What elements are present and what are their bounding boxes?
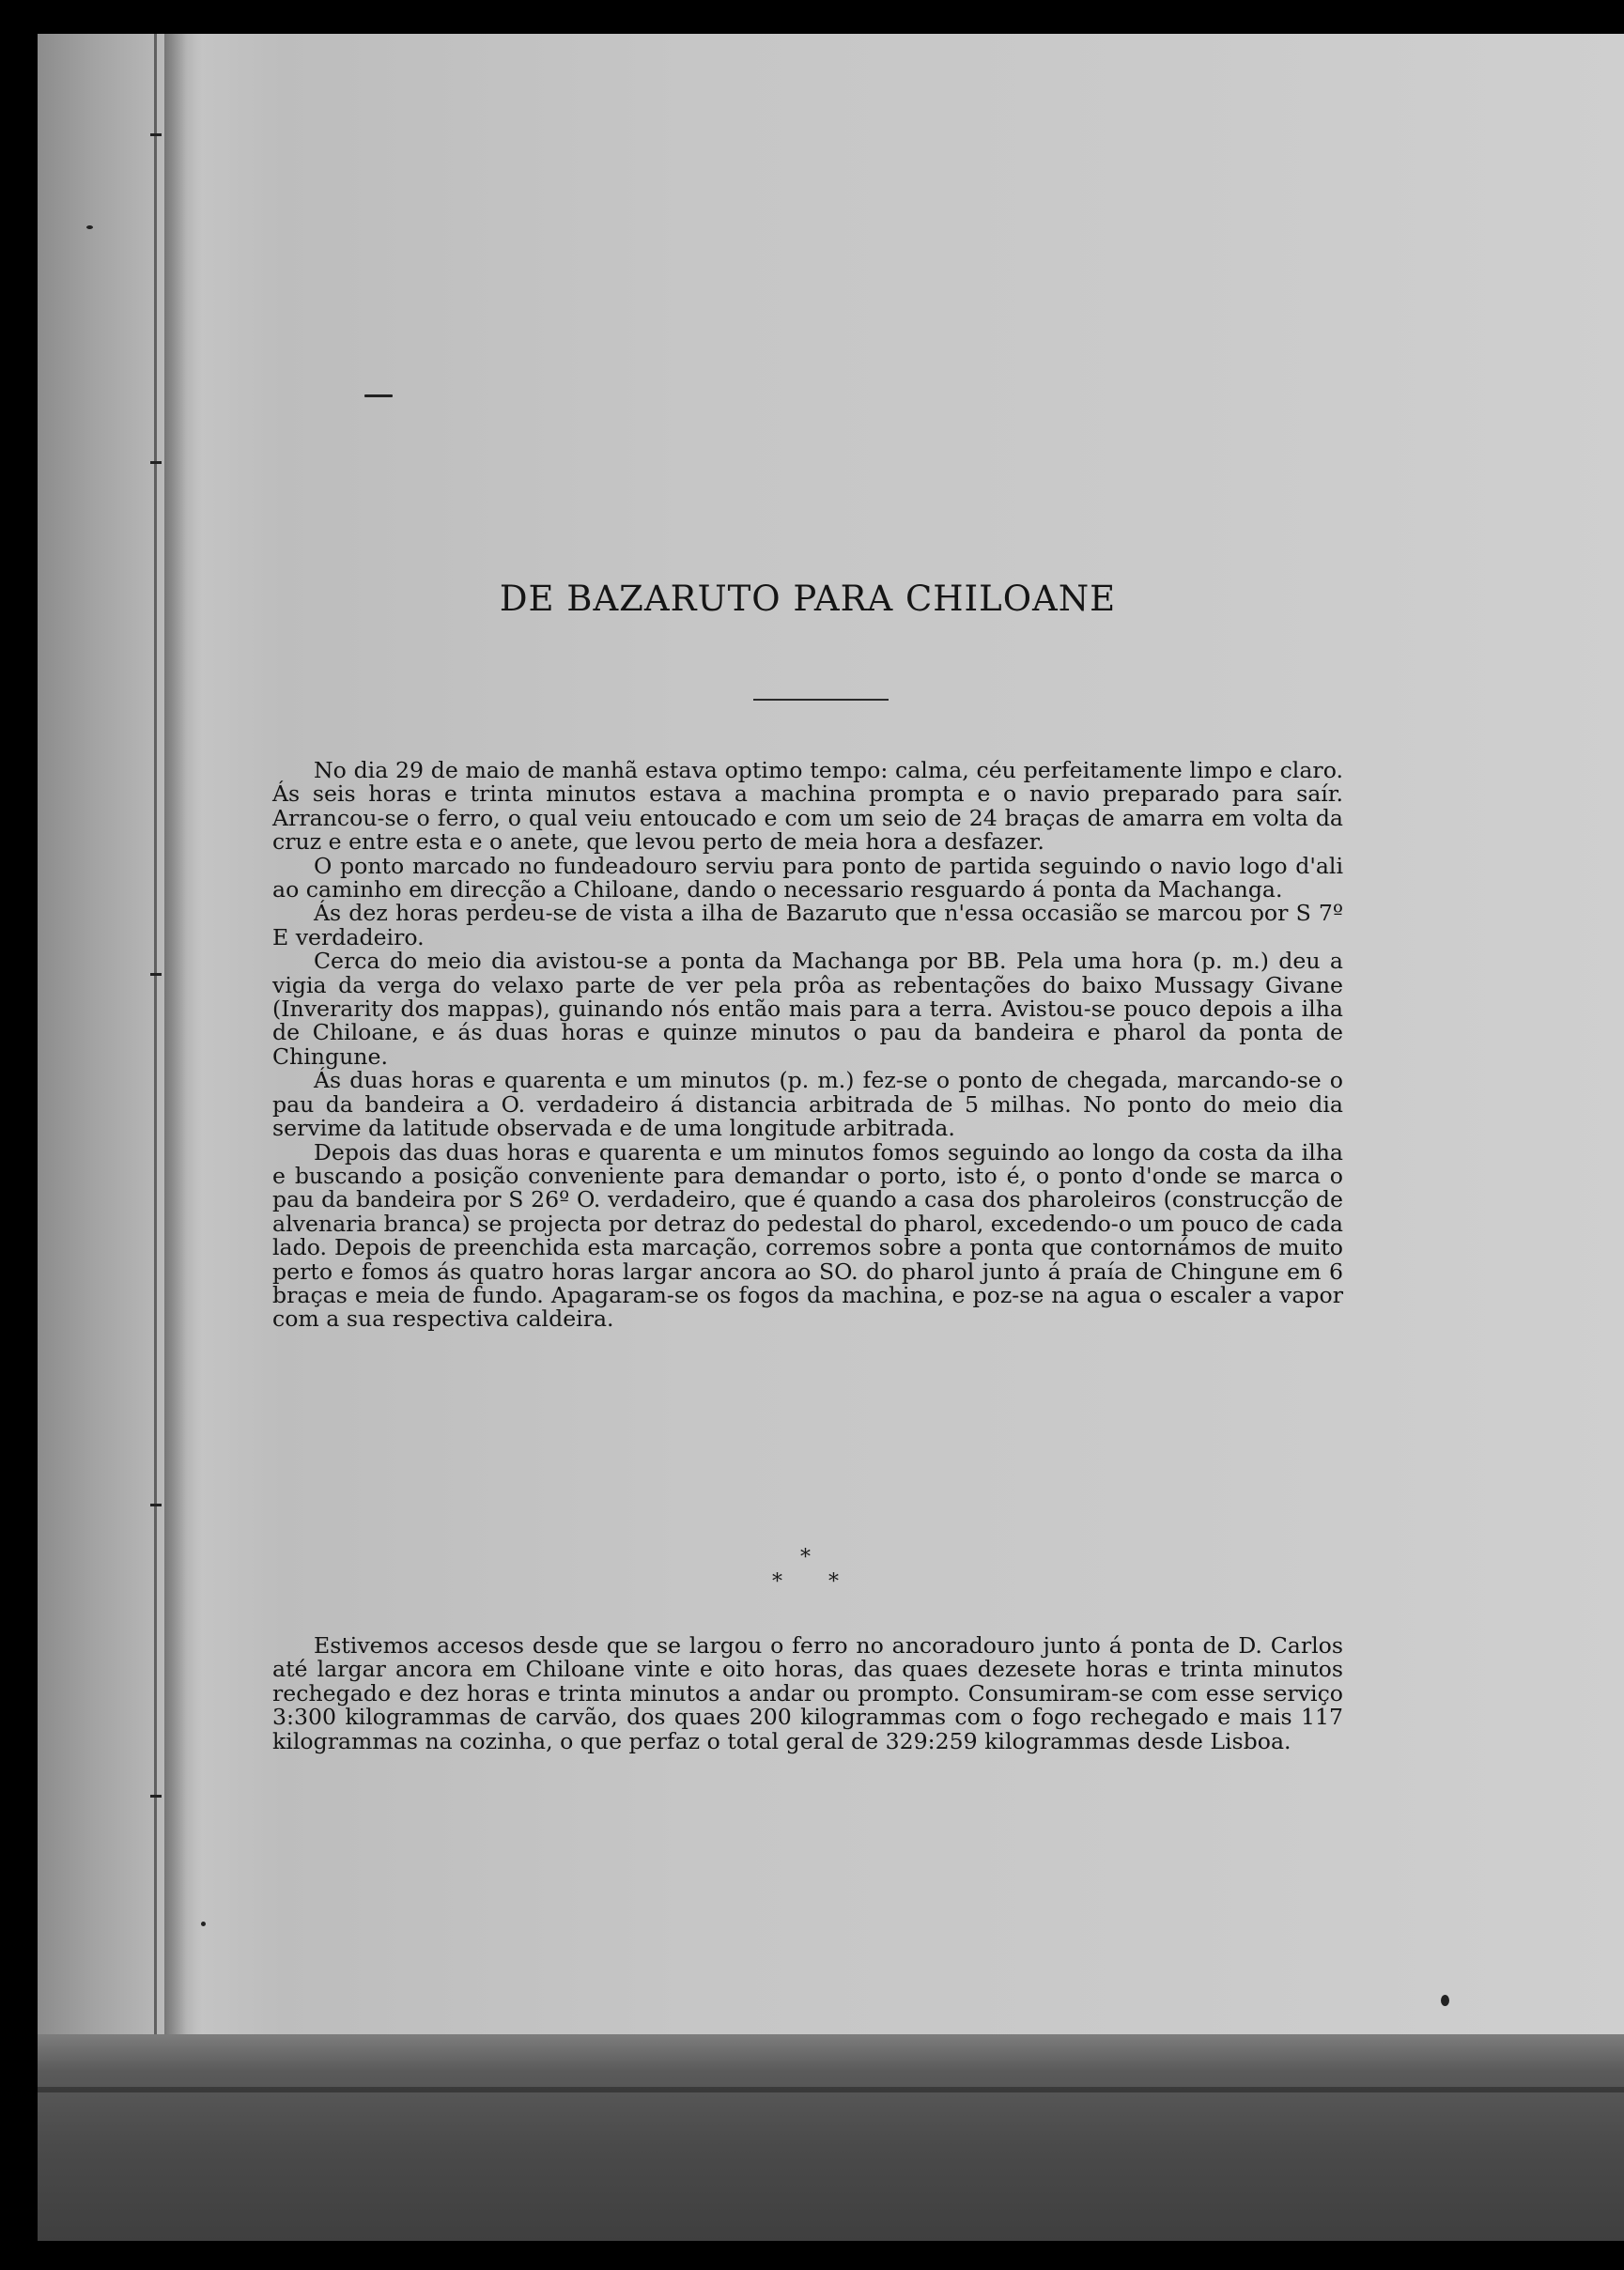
section-asterism: [733, 1546, 883, 1602]
title-divider: [753, 699, 889, 701]
scan-bottom-shadow: [38, 2034, 1624, 2241]
asterisk: *: [772, 1570, 782, 1594]
scan-speck: [86, 225, 93, 229]
paragraph: Cerca do meio dia avistou-se a ponta da Machanga por BB. Pela uma hora (p. m.) deu a vigia da verga do velaxo parte de ver pela prôa as rebentações do baixo Mussagy Givane (Inverarity dos mappas), guinando nós então mais para a terra. Avistou-se pouco depois a ilha de Chiloane, e ás duas horas e quinze minutos o pau da bandeira e pharol da ponta de Chingune.: [272, 948, 1343, 1070]
paragraph: Depois das duas horas e quarenta e um minutos fomos seguindo ao longo da costa da ilha e buscando a posição conveniente para demandar o porto, isto é, o ponto d'onde se marca o pau da bandeira por S 26º O. verdadeiro, que é quando a casa dos pharoleiros (construcção de alvenaria branca) se projecta por detraz do pedestal do pharol, excedendo-o um pouco de cada lado. Depois de preenchida esta marcação, corremos sobre a ponta que contornámos de muito perto e fomos ás quatro horas largar ancora ao SO. do pharol junto á praía de Chingune em 6 braças e meia de fundo. Apagaram-se os fogos da machina, e poz-se na agua o escaler a vapor com a sua respectiva caldeira.: [272, 1138, 1343, 1333]
page-title: DE BAZARUTO PARA CHILOANE: [499, 579, 1117, 619]
binding-stitch-mark: [150, 1795, 162, 1798]
scan-speck: [201, 1922, 206, 1926]
scan-speck: [364, 394, 393, 397]
binding-stitch-mark: [150, 1504, 162, 1506]
binding-edge: [154, 34, 157, 2081]
main-text: [272, 759, 1343, 1332]
binding-stitch-mark: [150, 461, 162, 464]
binding-stitch-mark: [150, 133, 162, 136]
paragraph: Ás duas horas e quarenta e um minutos (p. m.) fez-se o ponto de chegada, marcando-se o pau da bandeira a O. verdadeiro á distancia arbitrada de 5 milhas. No ponto do meio dia servime da latitude observada e de uma longitude arbitrada.: [272, 1067, 1343, 1142]
binding-stitch-mark: [150, 973, 162, 976]
binding-shadow: [164, 34, 202, 2081]
paragraph: Ás dez horas perdeu-se de vista a ilha de Bazaruto que n'essa occasião se marcou por S 7º E verdadeiro.: [272, 900, 1343, 950]
scan-bottom-edge: [38, 2087, 1624, 2092]
paragraph: O ponto marcado no fundeadouro serviu para ponto de partida seguindo o navio logo d'ali ao caminho em direcção a Chiloane, dando o necessario resguardo á ponta da Machanga.: [272, 852, 1343, 903]
closing-text: [272, 1634, 1343, 1753]
asterisk: *: [828, 1570, 839, 1594]
closing-paragraph: Estivemos accesos desde que se largou o ferro no ancoradouro junto á ponta de D. Carlos até largar ancora em Chiloane vinte e oito horas, das quaes dezesete horas e trinta minutos rechegado e dez horas e trinta minutos a andar ou prompto. Consumiram-se com esse serviço 3:300 kilogrammas de carvão, dos quaes 200 kilogrammas com o fogo rechegado e mais 117 kilogrammas na cozinha, o que perfaz o total geral de 329:259 kilogrammas desde Lisboa.: [272, 1632, 1343, 1754]
paragraph: No dia 29 de maio de manhã estava optimo tempo: calma, céu perfeitamente limpo e claro. Ás seis horas e trinta minutos estava a machina prompta e o navio preparado para saír. Arrancou-se o ferro, o qual veiu entoucado e com um seio de 24 braças de amarra em volta da cruz e entre esta e o anete, que levou perto de meia hora a desfazer.: [272, 757, 1343, 856]
asterisk: *: [800, 1546, 811, 1569]
scan-speck: [1441, 1995, 1449, 2006]
